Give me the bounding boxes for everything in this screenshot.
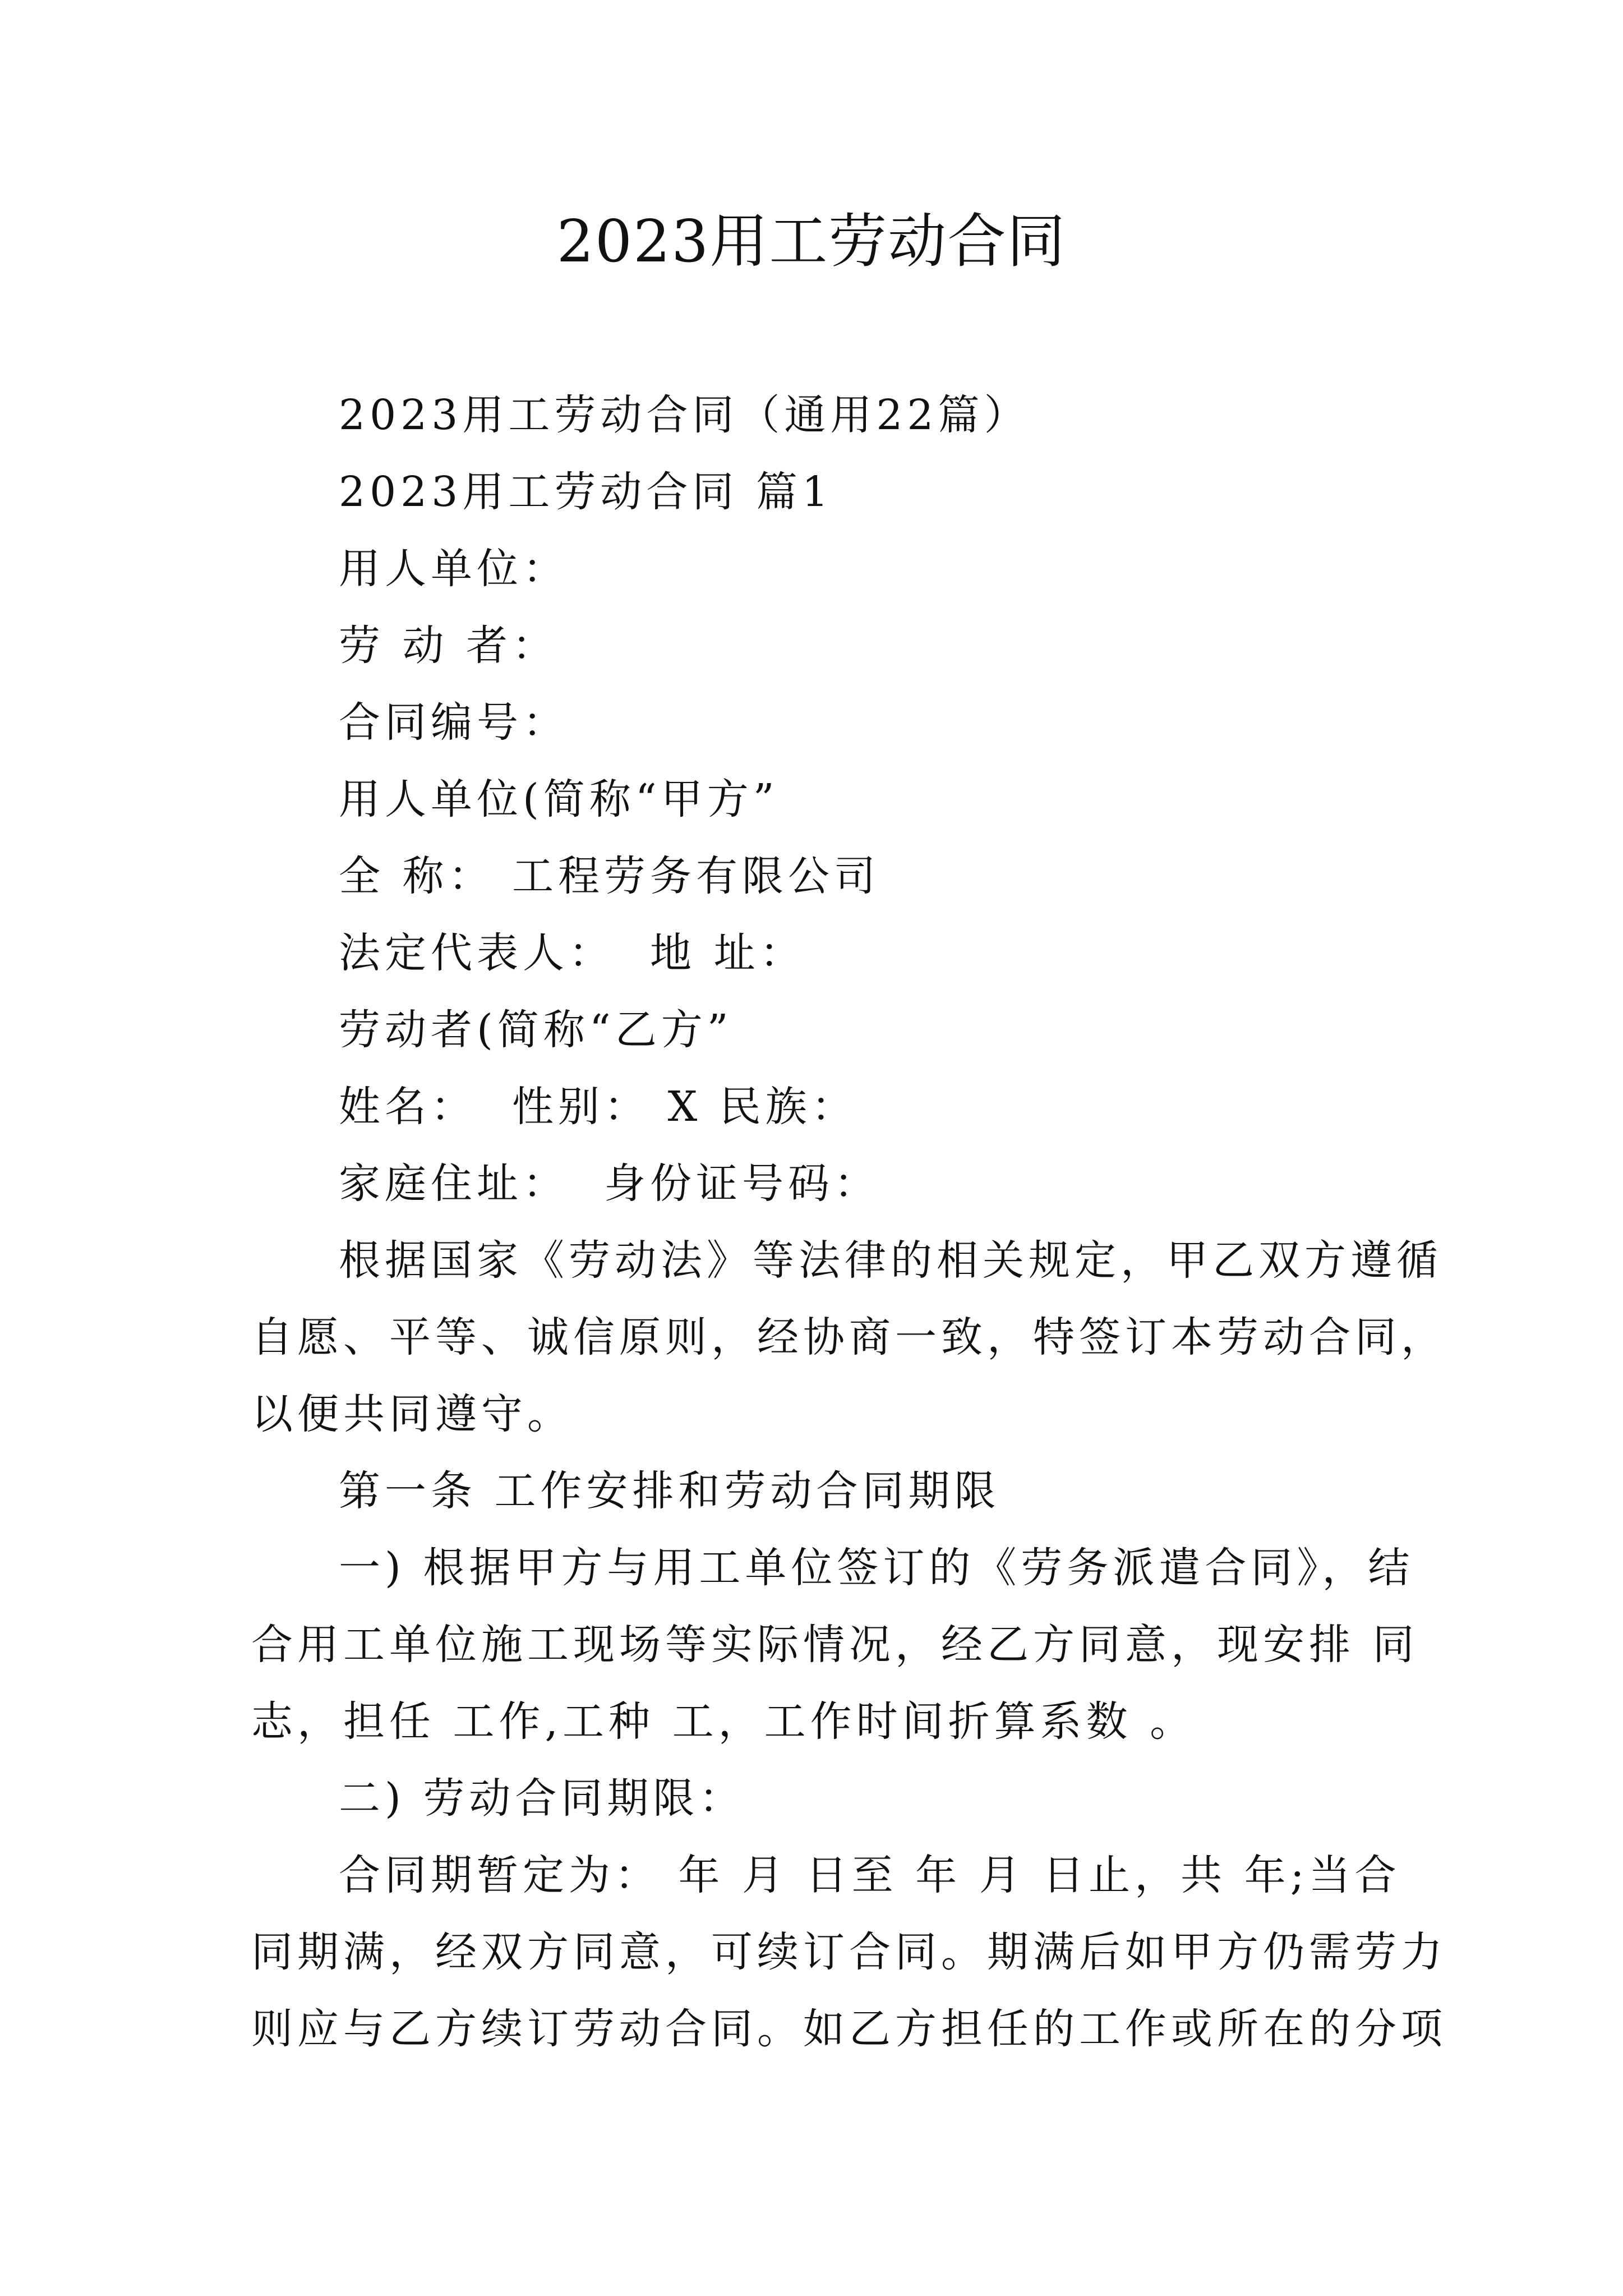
name-gender-ethnicity-field: 姓名： 性别： X 民族： [339, 1083, 857, 1131]
paragraph-line: 则应与乙方续订劳动合同。如乙方担任的工作或所在的分项 [251, 2005, 1447, 2053]
section-heading: 2023用工劳动合同 篇1 [339, 468, 833, 516]
document-body [251, 377, 1447, 2068]
party-a-name-field: 全 称： 工程劳务有限公司 [339, 852, 880, 900]
article-heading: 第一条 工作安排和劳动合同期限 [339, 1467, 1000, 1515]
subtitle-line: 2023用工劳动合同（通用22篇） [339, 391, 1030, 439]
clause-heading: 二) 劳动合同期限： [339, 1774, 745, 1823]
worker-field: 劳 动 者： [339, 622, 559, 670]
address-id-field: 家庭住址： 身份证号码： [339, 1159, 880, 1208]
paragraph-line: 根据国家《劳动法》等法律的相关规定，甲乙双方遵循 [339, 1236, 1442, 1285]
employer-field: 用人单位： [339, 545, 569, 593]
paragraph-line: 志，担任 工作,工种 工，工作时间折算系数 。 [251, 1697, 1196, 1746]
legal-rep-address-field: 法定代表人： 地 址： [339, 929, 806, 977]
paragraph-line: 以便共同遵守。 [251, 1390, 573, 1438]
contract-number-field: 合同编号： [339, 698, 569, 747]
party-a-heading: 用人单位(简称“甲方” [339, 775, 779, 823]
document-title: 2023用工劳动合同 [556, 207, 1067, 275]
paragraph-line: 自愿、平等、诚信原则，经协商一致，特签订本劳动合同， [251, 1313, 1447, 1361]
paragraph-line: 合用工单位施工现场等实际情况，经乙方同意，现安排 同 [251, 1621, 1419, 1669]
paragraph-line: 合同期暂定为： 年 月 日至 年 月 日止，共 年;当合 [339, 1851, 1401, 1899]
party-b-heading: 劳动者(简称“乙方” [339, 1006, 733, 1054]
paragraph-line: 同期满，经双方同意，可续订合同。期满后如甲方仍需劳力 [251, 1928, 1447, 1976]
paragraph-line: 一) 根据甲方与用工单位签订的《劳务派遣合同》，结 [339, 1544, 1414, 1592]
